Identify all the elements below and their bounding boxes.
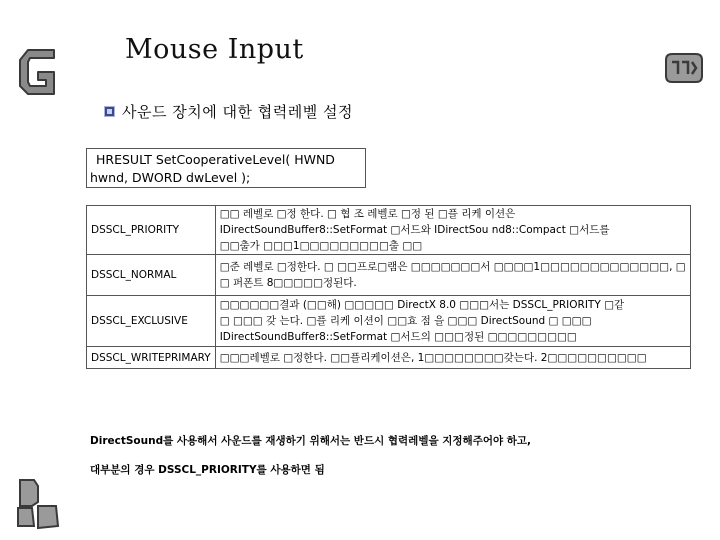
level-name: DSSCL_NORMAL — [87, 255, 216, 296]
description-line: □준 레벨로 □정한다. □ □□프로□램은 □□□□□□□서 □□□□1□□□□□□□□□□□□□, □ — [219, 261, 686, 273]
level-name: DSSCL_WRITEPRIMARY — [87, 347, 216, 369]
description-line: □□ 레벨로 □정 한다. □ 협 조 레벨로 □정 된 □플 리케 이션은 — [219, 208, 516, 220]
level-description — [215, 255, 690, 296]
badge-icon — [662, 52, 706, 84]
bullet-item — [104, 101, 353, 122]
table-row — [87, 347, 691, 369]
description-line: □ 퍼폰트 8□□□□□정된다. — [219, 277, 357, 289]
table-row — [87, 296, 691, 347]
code-line: hwnd, DWORD dwLevel ); — [90, 170, 251, 185]
description-line: □□□□□□결과 (□□해) □□□□□ DirectX 8.0 □□□서는 DSSCL_PRIORITY □같 — [219, 299, 625, 311]
table-row — [87, 206, 691, 255]
code-line: HRESULT SetCooperativeLevel( HWND — [96, 152, 335, 167]
bullet-text: 사운드 장치에 대한 협력레벨 설정 — [122, 103, 353, 121]
code-signature-box — [86, 148, 366, 188]
note-text: DirectSound를 사용해서 사운드를 재생하기 위해서는 반드시 협력레벨을 지정해주어야 하고, — [90, 435, 532, 447]
level-name: DSSCL_EXCLUSIVE — [87, 296, 216, 347]
note-text: 대부분의 경우 DSSCL_PRIORITY를 사용하면 됨 — [90, 464, 325, 476]
description-line: □ □□□ 갖 는다. □플 리케 이션이 □□효 점 을 □□□ DirectSound □ □□□ — [219, 315, 592, 327]
badge-icon — [12, 476, 62, 532]
level-name: DSSCL_PRIORITY — [87, 206, 216, 255]
letter-g-logo — [16, 44, 60, 98]
level-description — [215, 347, 690, 369]
square-bullet-icon — [104, 106, 115, 117]
description-line: □□출가 □□□1□□□□□□□□□출 □□ — [219, 240, 423, 252]
level-description — [215, 206, 690, 255]
level-description — [215, 296, 690, 347]
description-line: IDirectSoundBuffer8::SetFormat □서드의 □□□정된 □□□□□□□□□ — [219, 331, 577, 343]
description-line: IDirectSoundBuffer8::SetFormat □서드와 IDirectSou nd8::Compact □서드를 — [219, 224, 610, 236]
cooperative-level-table — [86, 205, 691, 369]
description-line: □□□레벨로 □정한다. □□플리케이션은, 1□□□□□□□□갖는다. 2□□□□□□□□□□ — [219, 351, 647, 364]
page-title: Mouse Input — [125, 34, 304, 65]
table-row — [87, 255, 691, 296]
